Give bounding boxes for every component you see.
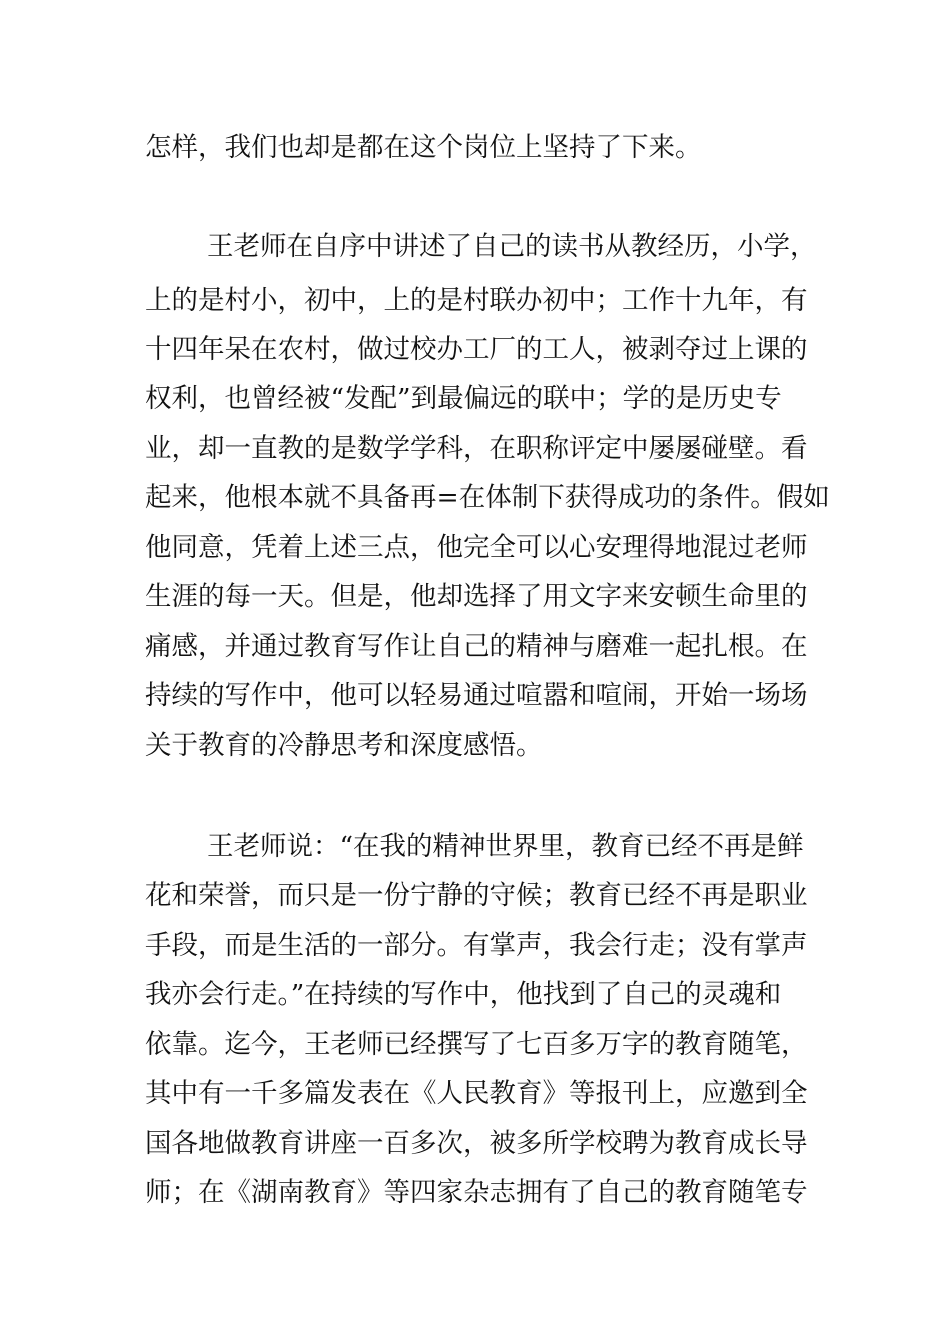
- text-line: 上的是村小，初中，上的是村联办初中；工作十九年，有: [145, 285, 808, 316]
- text-line: 关于教育的冷静思考和深度感悟。: [145, 730, 543, 761]
- text-line: 持续的写作中，他可以轻易通过喧嚣和喧闹，开始一场场: [145, 680, 808, 711]
- text-line: 权利，也曾经被“发配”到最偏远的联中；学的是历史专: [145, 383, 782, 414]
- text-line: 我亦会行走。”在持续的写作中，他找到了自己的灵魂和: [145, 979, 782, 1010]
- text-line: 依靠。迄今，王老师已经撰写了七百多万字的教育随笔，: [145, 1029, 808, 1060]
- text-line: 手段，而是生活的一部分。有掌声，我会行走；没有掌声: [145, 930, 808, 961]
- text-line: 生涯的每一天。但是，他却选择了用文字来安顿生命里的: [145, 581, 808, 612]
- text-line: 怎样，我们也却是都在这个岗位上坚持了下来。: [145, 132, 702, 163]
- text-line: 国各地做教育讲座一百多次，被多所学校聘为教育成长导: [145, 1128, 808, 1159]
- text-line: 起来，他根本就不具备再=在体制下获得成功的条件。假如: [145, 482, 830, 513]
- text-line: 花和荣誉，而只是一份宁静的守候；教育已经不再是职业: [145, 880, 808, 911]
- text-line: 十四年呆在农村，做过校办工厂的工人，被剥夺过上课的: [145, 334, 808, 365]
- text-line: 师；在《湖南教育》等四家杂志拥有了自己的教育随笔专: [145, 1177, 808, 1208]
- text-line: 王老师在自序中讲述了自己的读书从教经历，小学，: [207, 231, 817, 262]
- text-line: 王老师说：“在我的精神世界里，教育已经不再是鲜: [207, 831, 804, 862]
- text-line: 其中有一千多篇发表在《人民教育》等报刊上，应邀到全: [145, 1078, 808, 1109]
- text-line: 他同意，凭着上述三点，他完全可以心安理得地混过老师: [145, 532, 808, 563]
- text-line: 痛感，并通过教育写作让自己的精神与磨难一起扎根。在: [145, 631, 808, 662]
- text-line: 业，却一直教的是数学学科，在职称评定中屡屡碰壁。看: [145, 433, 808, 464]
